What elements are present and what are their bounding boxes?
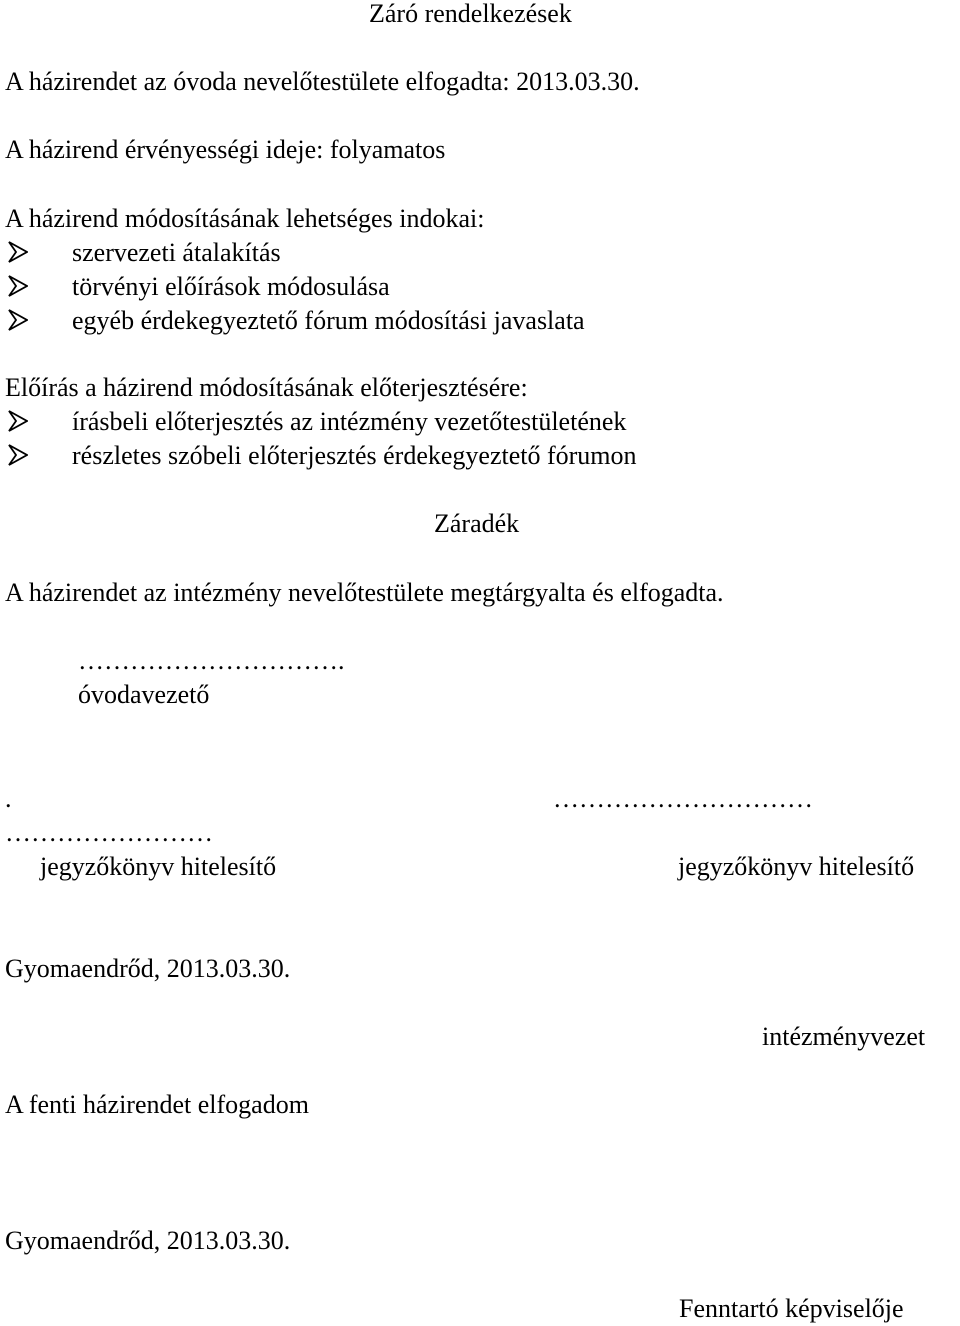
maintainer-title: Fenntartó képviselője xyxy=(679,1294,904,1323)
clause-statement: A házirendet az intézmény nevelőtestülete megtárgyalta és elfogadta. xyxy=(5,578,724,607)
arrow-bullet-icon xyxy=(8,241,28,263)
list-item-text: törvényi előírások módosulása xyxy=(72,272,390,301)
arrow-bullet-icon xyxy=(8,275,28,297)
place-date: Gyomaendrőd, 2013.03.30. xyxy=(5,954,291,983)
list-item xyxy=(8,238,281,268)
validity-line: A házirend érvényességi ideje: folyamatos xyxy=(5,135,446,164)
list-item xyxy=(8,306,585,336)
left-signer-title: jegyzőkönyv hitelesítő xyxy=(40,852,277,881)
list-item-text: részletes szóbeli előterjesztés érdekegyeztető fórumon xyxy=(72,441,637,470)
rules-heading: Előírás a házirend módosításának előterjesztésére: xyxy=(5,373,528,402)
clause-heading: Záradék xyxy=(434,509,520,538)
left-signature-dot: . xyxy=(5,784,12,813)
arrow-bullet-icon xyxy=(8,410,28,432)
left-signature-dots: …………………… xyxy=(5,818,213,847)
arrow-bullet-icon xyxy=(8,444,28,466)
head-signer-title: óvodavezető xyxy=(78,680,210,709)
arrow-bullet-icon xyxy=(8,309,28,331)
reasons-heading: A házirend módosításának lehetséges indokai: xyxy=(5,204,485,233)
head-signature-dots: …………………………. xyxy=(78,646,345,675)
adopted-line: A házirendet az óvoda nevelőtestülete elfogadta: 2013.03.30. xyxy=(5,67,640,96)
list-item-text: írásbeli előterjesztés az intézmény vezetőtestületének xyxy=(72,407,627,436)
list-item-text: egyéb érdekegyeztető fórum módosítási javaslata xyxy=(72,306,585,335)
place-date: Gyomaendrőd, 2013.03.30. xyxy=(5,1226,291,1255)
list-item xyxy=(8,272,390,302)
list-item xyxy=(8,407,626,437)
list-item-text: szervezeti átalakítás xyxy=(72,238,281,267)
right-signature-dots: ………………………… xyxy=(553,784,813,813)
section-heading: Záró rendelkezések xyxy=(369,0,572,28)
list-item xyxy=(8,441,637,471)
right-signer-title: jegyzőkönyv hitelesítő xyxy=(678,852,915,881)
director-title: intézményvezet xyxy=(762,1022,926,1051)
acceptance-line: A fenti házirendet elfogadom xyxy=(5,1090,309,1119)
